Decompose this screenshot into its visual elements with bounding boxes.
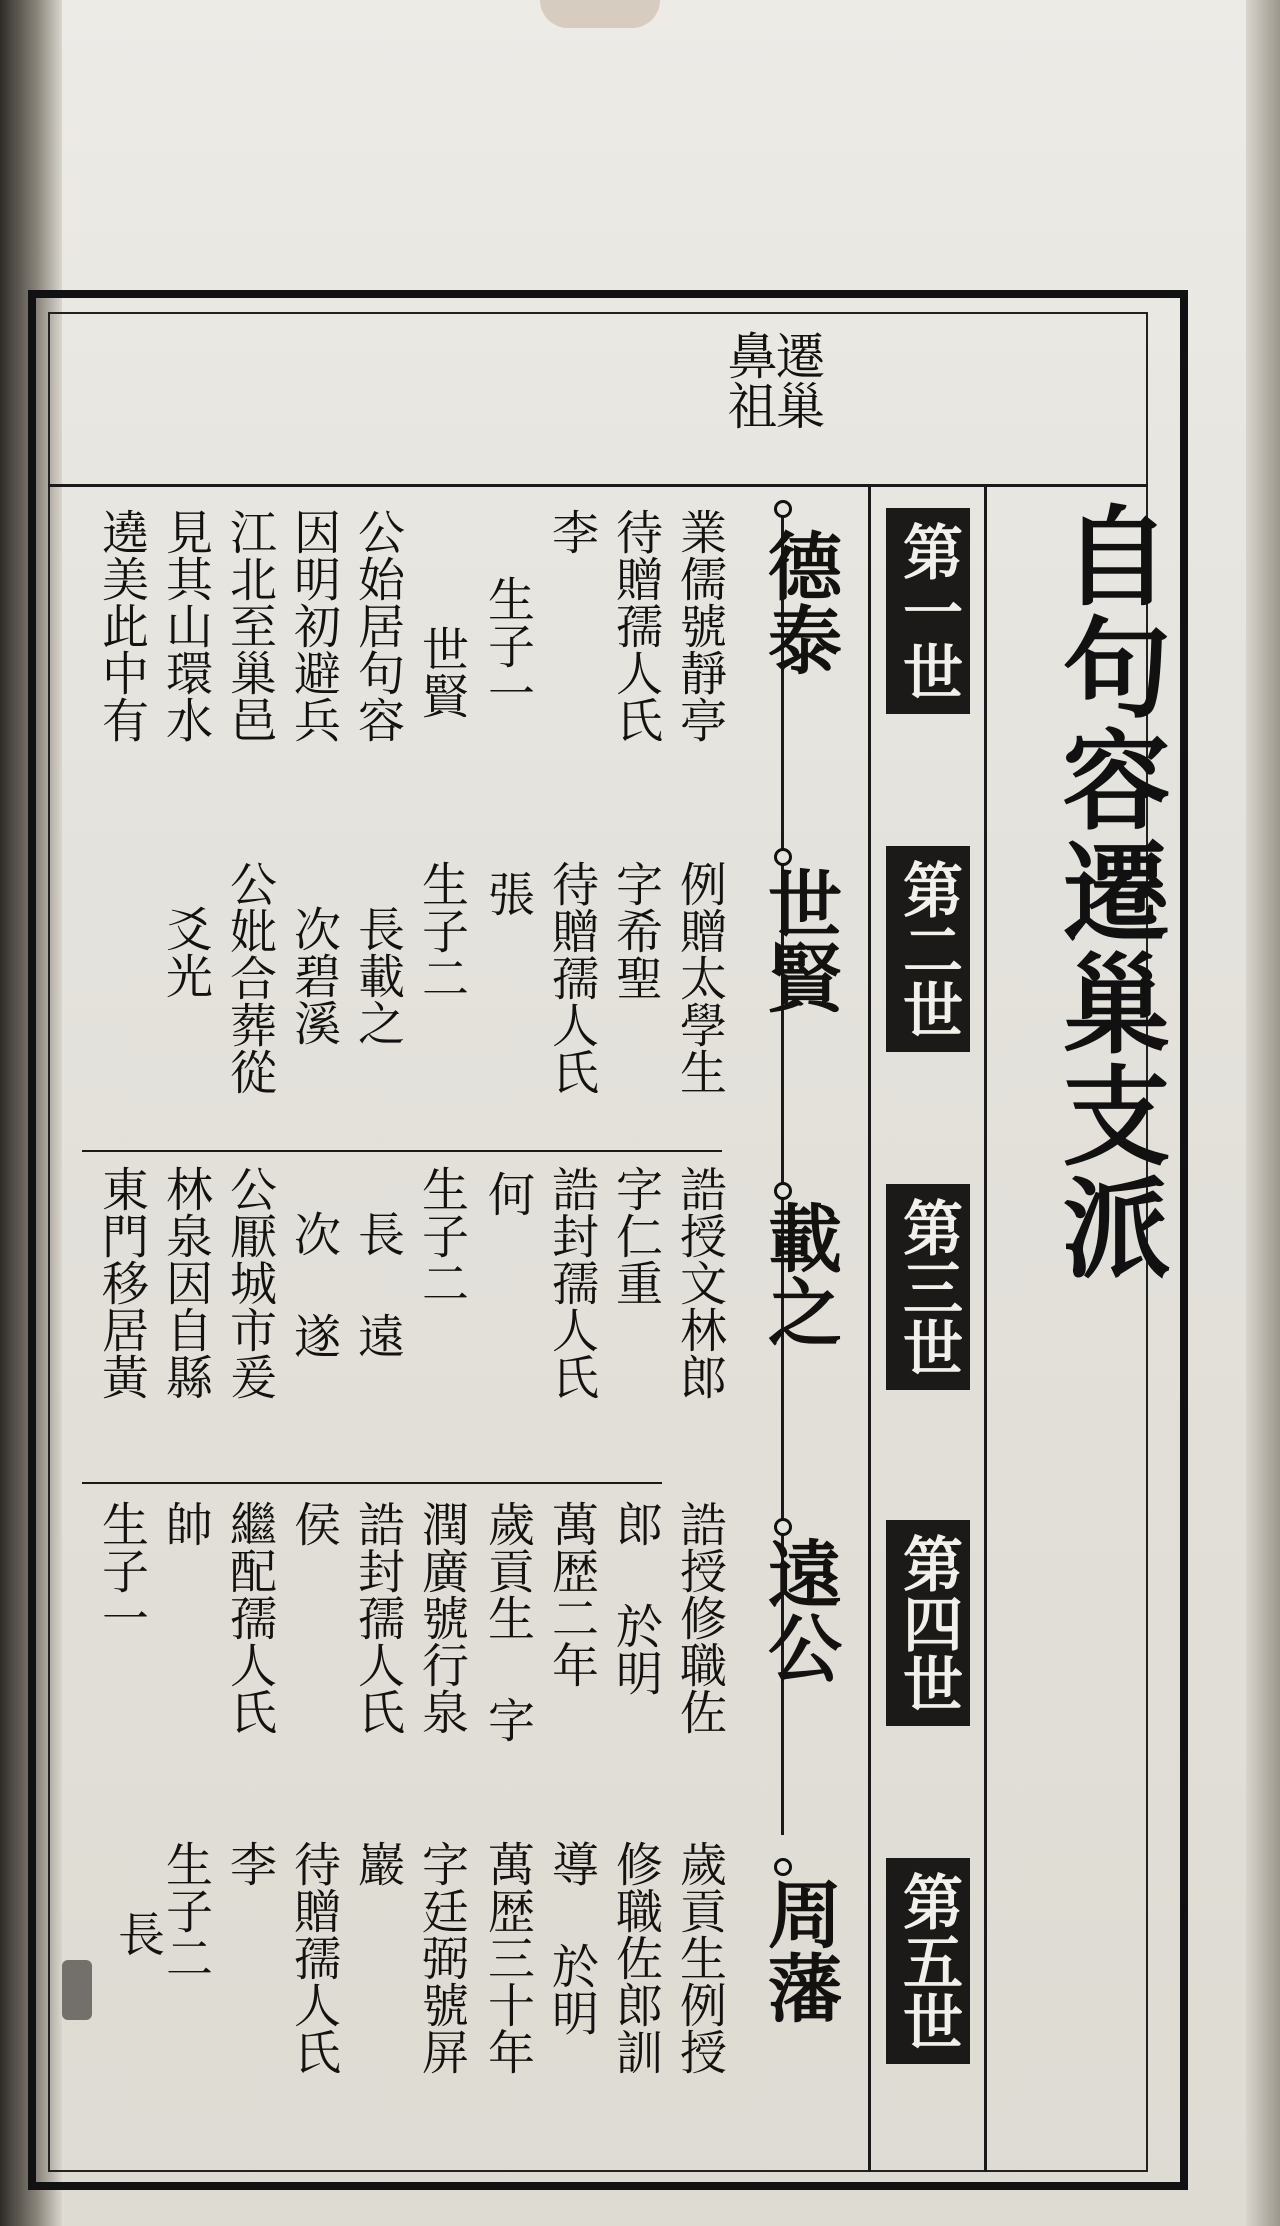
note-1-4: 生子一 (480, 575, 536, 716)
note-5-7: 待贈孺人氏 (286, 1840, 342, 2075)
lineage-dot-2 (774, 848, 792, 866)
note-4-10: 生子一 (94, 1500, 150, 1641)
note-4-9: 帥 (158, 1500, 214, 1547)
page-title: 自句容遷巢支派 (1044, 500, 1170, 1284)
person-name-5: 周藩 (756, 1876, 842, 2024)
header-rule (48, 484, 1148, 487)
note-4-3: 萬歴二年 (544, 1500, 600, 1688)
note-4-6: 誥封孺人氏 (350, 1500, 406, 1735)
note-3-6: 長 遠 (350, 1210, 406, 1359)
row-rule-2 (82, 1482, 662, 1484)
note-1-6: 公始居句容 (350, 508, 406, 743)
note-3-10: 東門移居黃 (94, 1165, 150, 1400)
note-4-5: 潤廣號行泉 (414, 1500, 470, 1735)
note-1-10: 遶美此中有 (94, 508, 150, 743)
note-3-4: 何 (480, 1170, 536, 1217)
note-3-9: 林泉因自縣 (158, 1165, 214, 1400)
note-1-3: 李 (544, 508, 600, 555)
note-3-1: 誥授文林郎 (672, 1165, 728, 1400)
page-edge (1246, 0, 1280, 2226)
lineage-dot-3 (774, 1182, 792, 1200)
note-4-2: 郎 於明 (608, 1500, 664, 1696)
note-3-8: 公厭城市爰 (222, 1165, 278, 1400)
page-damage (62, 1960, 92, 2020)
note-2-3: 待贈孺人氏 (544, 860, 600, 1095)
origin-label-2: 鼻祖 (719, 330, 778, 430)
generation-divider (984, 484, 987, 2172)
note-5-5: 字廷弼號屏 (414, 1840, 470, 2075)
note-4-4: 歲貢生 字 (480, 1500, 536, 1743)
note-1-5: 世賢 (414, 625, 470, 719)
note-5-6: 巖 (350, 1840, 406, 1887)
person-name-4: 遠公 (756, 1536, 842, 1684)
origin-label: 遷巢 (767, 330, 826, 430)
generation-label-4: 第四世 (886, 1520, 970, 1726)
note-1-9: 見其山環水 (158, 508, 214, 743)
title-divider (868, 484, 871, 2172)
generation-label-5: 第五世 (886, 1858, 970, 2064)
note-1-2: 待贈孺人氏 (608, 508, 664, 743)
generation-label-3: 第三世 (886, 1184, 970, 1390)
note-2-1: 例贈太學生 (672, 860, 728, 1095)
note-5-4: 萬歴三十年 (480, 1840, 536, 2075)
note-4-1: 誥授修職佐 (672, 1500, 728, 1735)
note-5-9: 生子二 (158, 1840, 214, 1981)
note-5-2: 修職佐郎訓 (608, 1840, 664, 2075)
note-5-8: 李 (222, 1840, 278, 1887)
note-1-8: 江北至巢邑 (222, 508, 278, 743)
lineage-dot-1 (774, 500, 792, 518)
note-2-8: 公妣合葬從 (222, 860, 278, 1095)
person-name-1: 德泰 (756, 528, 842, 676)
note-2-5: 生子二 (414, 860, 470, 1001)
note-5-1: 歲貢生例授 (672, 1840, 728, 2075)
row-rule-1 (82, 1150, 722, 1152)
note-4-8: 繼配孺人氏 (222, 1500, 278, 1735)
note-2-6: 長載之 (350, 905, 406, 1046)
note-5-10: 長 (110, 1910, 166, 1957)
note-2-7: 次碧溪 (286, 905, 342, 1046)
generation-label-2: 第二世 (886, 846, 970, 1052)
lineage-dot-4 (774, 1518, 792, 1536)
note-3-3: 誥封孺人氏 (544, 1165, 600, 1400)
note-3-2: 字仁重 (608, 1165, 664, 1306)
note-2-9: 爻光 (158, 905, 214, 999)
person-name-2: 世賢 (756, 866, 842, 1014)
note-3-5: 生子二 (414, 1165, 470, 1306)
note-4-7: 侯 (286, 1500, 342, 1547)
lineage-dot-5 (774, 1858, 792, 1876)
note-2-2: 字希聖 (608, 860, 664, 1001)
note-5-3: 導 於明 (544, 1840, 600, 2036)
generation-label-1: 第一世 (886, 508, 970, 714)
note-1-1: 業儒號靜亭 (672, 508, 728, 743)
note-1-7: 因明初避兵 (286, 508, 342, 743)
note-3-7: 次 遂 (286, 1210, 342, 1359)
note-2-4: 張 (480, 870, 536, 917)
paper-stain (540, 0, 660, 28)
person-name-3: 載之 (756, 1200, 842, 1348)
